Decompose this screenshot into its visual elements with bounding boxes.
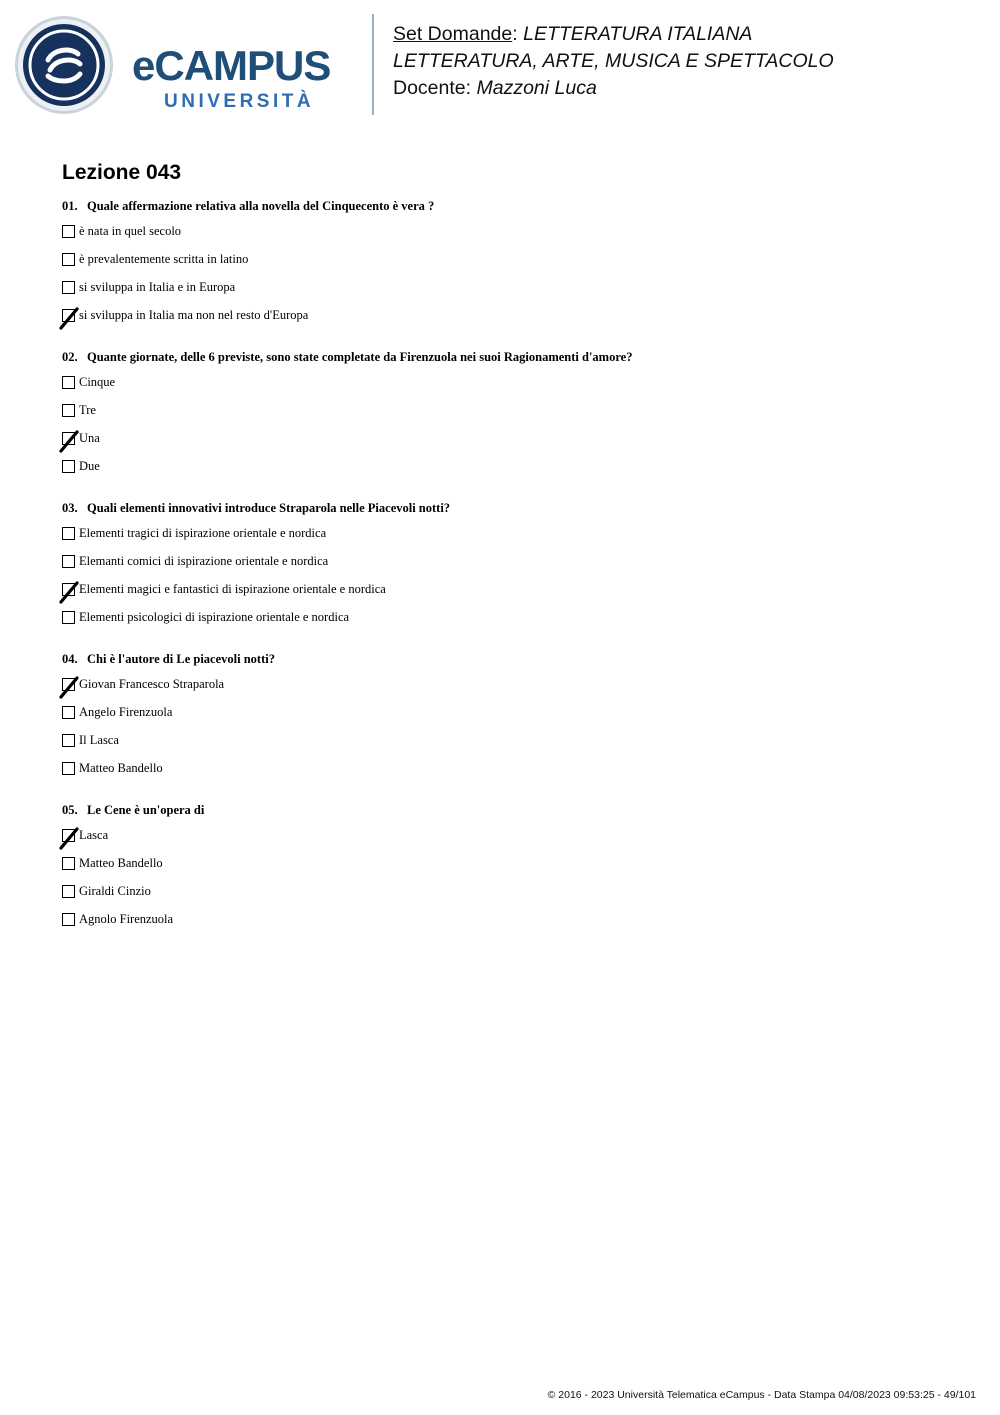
answer-label: Giraldi Cinzio [79, 883, 151, 898]
checkbox[interactable] [62, 225, 75, 238]
checked-checkbox[interactable] [62, 432, 75, 445]
answer-label: Elementi tragici di ispirazione orientale e nordica [79, 525, 327, 540]
answer-label: Matteo Bandello [79, 855, 163, 870]
set-title-line2: LETTERATURA, ARTE, MUSICA E SPETTACOLO [393, 50, 834, 72]
answer-label: Angelo Firenzuola [79, 704, 173, 719]
question-3 [62, 501, 450, 516]
checkbox[interactable] [62, 885, 75, 898]
checkbox[interactable] [62, 281, 75, 294]
ecampus-logo [14, 14, 359, 116]
logo-subtitle: UNIVERSITÀ [164, 91, 315, 112]
answer-label: Il Lasca [79, 732, 119, 747]
answer-option[interactable] [62, 279, 235, 295]
answer-option[interactable] [62, 307, 308, 323]
answer-label: Una [79, 430, 100, 445]
answer-option[interactable] [62, 251, 248, 267]
lesson-title: Lezione 043 [62, 161, 182, 184]
header-info: Set Domande: LETTERATURA ITALIANA LETTERATURA, ARTE, MUSICA E SPETTACOLO Docente: Mazzoni Luca [393, 23, 834, 99]
answer-label: Due [79, 458, 100, 473]
question-2 [62, 350, 632, 365]
checkbox[interactable] [62, 404, 75, 417]
question-number: 01. [62, 199, 78, 213]
checkbox[interactable] [62, 253, 75, 266]
answer-label: Elementi psicologici di ispirazione orientale e nordica [79, 609, 350, 624]
answer-option[interactable] [62, 374, 115, 390]
set-label: Set Domande [393, 23, 513, 45]
answer-option[interactable] [62, 581, 386, 597]
answer-option[interactable] [62, 402, 96, 418]
answer-option[interactable] [62, 704, 172, 720]
checkbox[interactable] [62, 857, 75, 870]
answer-label: si sviluppa in Italia e in Europa [79, 279, 236, 294]
checkbox[interactable] [62, 762, 75, 775]
question-number: 03. [62, 501, 78, 515]
answer-label: Elemanti comici di ispirazione orientale e nordica [79, 553, 329, 568]
answer-label: Giovan Francesco Straparola [79, 676, 225, 691]
question-4 [62, 652, 275, 667]
answer-option[interactable] [62, 827, 108, 843]
question-number: 02. [62, 350, 78, 364]
answer-option[interactable] [62, 458, 100, 474]
answer-option[interactable] [62, 223, 181, 239]
teacher-label: Docente [393, 77, 466, 99]
checkbox[interactable] [62, 460, 75, 473]
question-text: Quante giornate, delle 6 previste, sono state completate da Firenzuola nei suoi Ragionamenti d'amore? [87, 350, 633, 364]
checked-checkbox[interactable] [62, 309, 75, 322]
checkbox[interactable] [62, 611, 75, 624]
checkbox[interactable] [62, 706, 75, 719]
answer-label: si sviluppa in Italia ma non nel resto d'Europa [79, 307, 309, 322]
set-title-line1: LETTERATURA ITALIANA [523, 23, 753, 45]
answer-option[interactable] [62, 855, 163, 871]
answer-option[interactable] [62, 430, 100, 446]
answer-label: Lasca [79, 827, 109, 842]
answer-option[interactable] [62, 911, 173, 927]
question-text: Quale affermazione relativa alla novella del Cinquecento è vera ? [87, 199, 435, 213]
answer-option[interactable] [62, 760, 163, 776]
question-5 [62, 803, 204, 818]
question-number: 04. [62, 652, 78, 666]
answer-label: è prevalentemente scritta in latino [79, 251, 249, 266]
answer-label: Matteo Bandello [79, 760, 163, 775]
question-text: Chi è l'autore di Le piacevoli notti? [87, 652, 275, 666]
answer-option[interactable] [62, 553, 328, 569]
answer-option[interactable] [62, 676, 224, 692]
logo-wordmark: eCAMPUS [132, 42, 331, 89]
teacher-name: Mazzoni Luca [476, 77, 597, 99]
checked-checkbox[interactable] [62, 678, 75, 691]
checkbox[interactable] [62, 913, 75, 926]
checked-checkbox[interactable] [62, 829, 75, 842]
answer-option[interactable] [62, 883, 151, 899]
question-number: 05. [62, 803, 78, 817]
page-footer: © 2016 - 2023 Università Telematica eCampus - Data Stampa 04/08/2023 09:53:25 - 49/101 [547, 1389, 976, 1401]
checkbox[interactable] [62, 555, 75, 568]
header-divider [372, 14, 374, 115]
checkbox[interactable] [62, 376, 75, 389]
checked-checkbox[interactable] [62, 583, 75, 596]
answer-label: Cinque [79, 374, 116, 389]
checkbox[interactable] [62, 734, 75, 747]
answer-option[interactable] [62, 609, 349, 625]
checkbox[interactable] [62, 527, 75, 540]
answer-label: Agnolo Firenzuola [79, 911, 174, 926]
answer-label: Tre [79, 402, 96, 417]
question-text: Quali elementi innovativi introduce Straparola nelle Piacevoli notti? [87, 501, 451, 515]
question-text: Le Cene è un'opera di [87, 803, 205, 817]
answer-label: Elementi magici e fantastici di ispirazione orientale e nordica [79, 581, 386, 596]
answer-option[interactable] [62, 525, 326, 541]
answer-label: è nata in quel secolo [79, 223, 182, 238]
question-1 [62, 199, 434, 214]
answer-option[interactable] [62, 732, 119, 748]
